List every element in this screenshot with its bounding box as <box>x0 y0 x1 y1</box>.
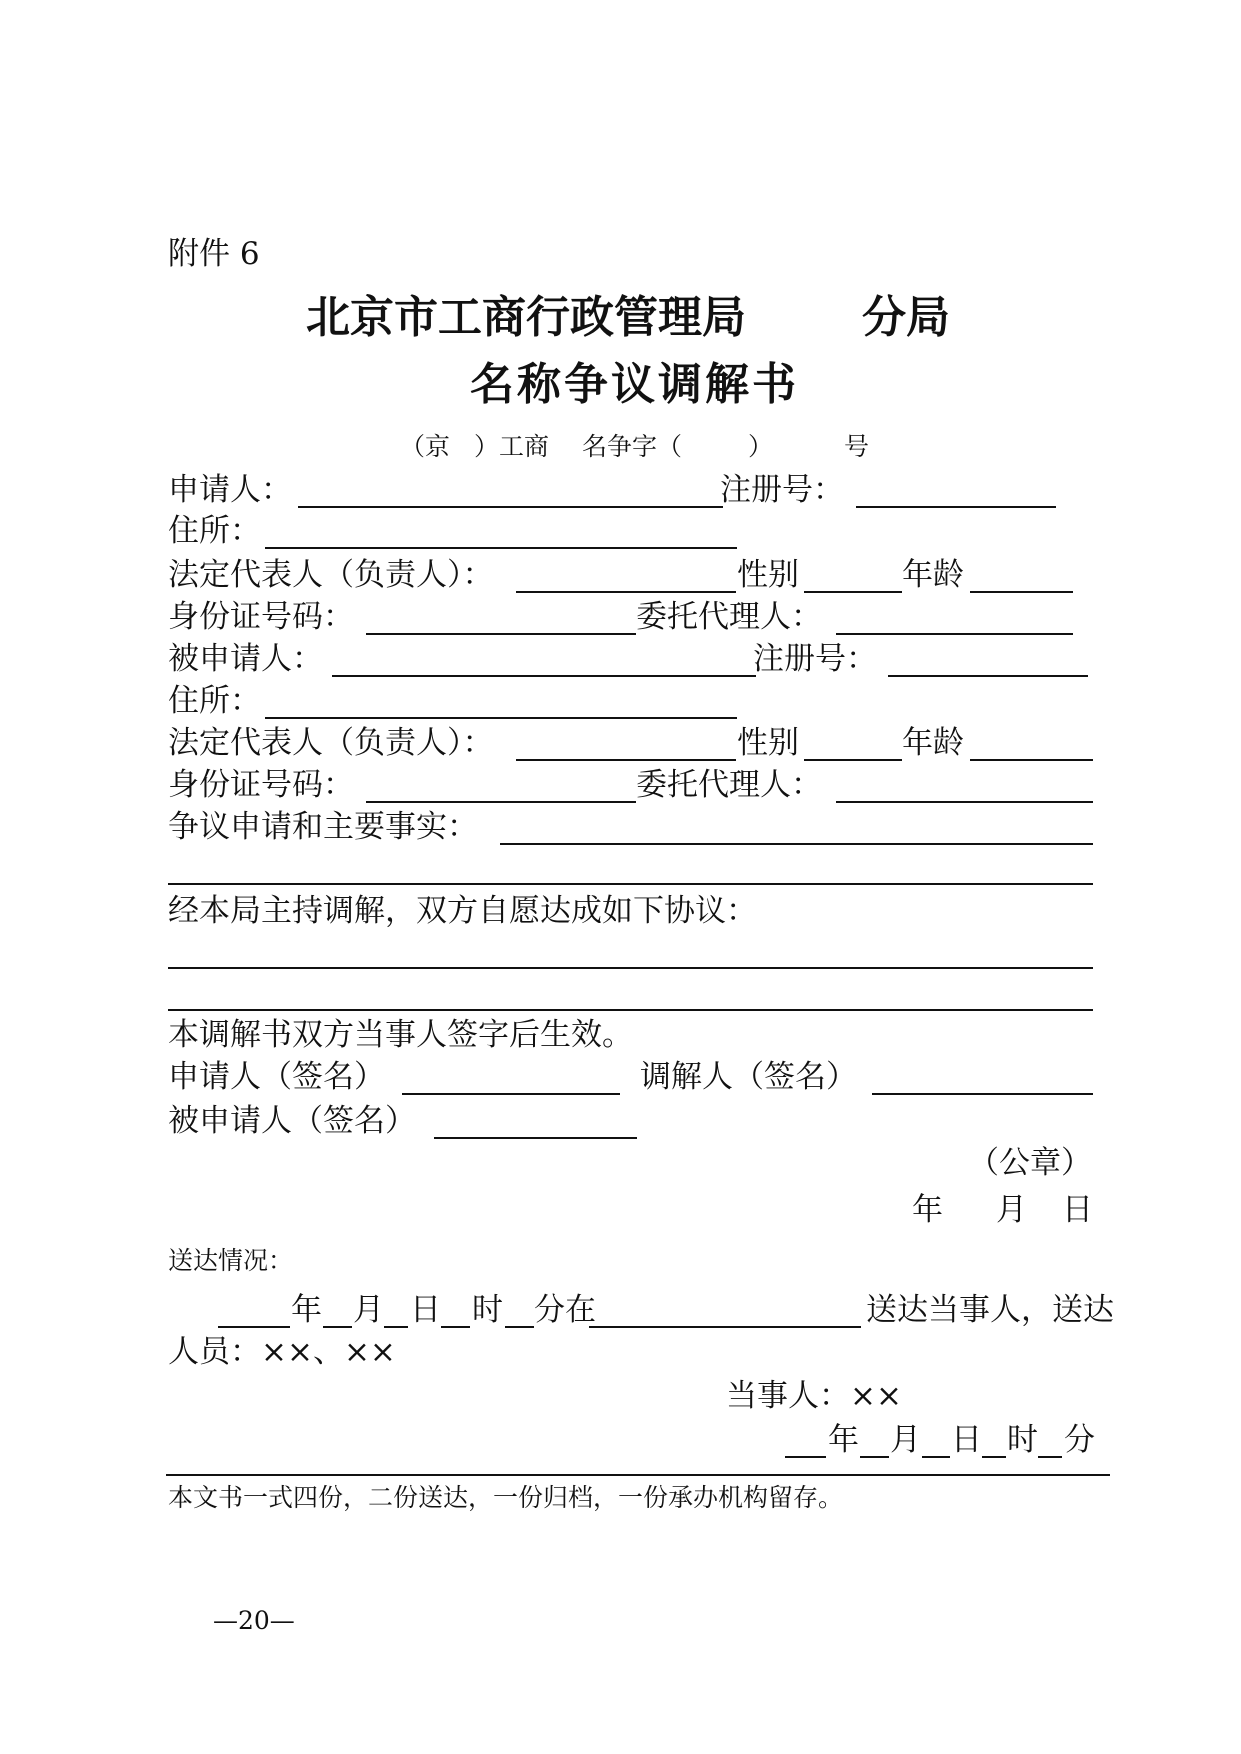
respondent-agent-label: 委托代理人： <box>636 767 822 803</box>
attachment-label: 附件 6 <box>168 236 260 272</box>
signature-respondent-line <box>434 1137 637 1139</box>
delivery-day-line <box>384 1326 408 1328</box>
respondent-age-line <box>970 759 1093 761</box>
page-number: —20— <box>213 1606 295 1635</box>
respondent-address-label: 住所： <box>168 683 261 719</box>
applicant-reg-line <box>856 506 1056 508</box>
applicant-id-label: 身份证号码： <box>168 599 354 635</box>
applicant-name-line <box>298 506 723 508</box>
applicant-address-label: 住所： <box>168 513 261 549</box>
doc-number-middle: 名争字（ <box>582 432 683 461</box>
delivery-hour-line <box>441 1326 470 1328</box>
doc-number-close2: ） <box>748 432 774 461</box>
applicant-reg-label: 注册号： <box>720 472 844 508</box>
date-month: 月 <box>996 1192 1027 1228</box>
agreement-line-2 <box>168 1009 1093 1011</box>
respondent-gender-line <box>804 759 902 761</box>
applicant-address-line <box>265 547 737 549</box>
delivery-label: 送达情况： <box>168 1246 294 1275</box>
signature-applicant-line <box>402 1093 620 1095</box>
applicant-gender-line <box>804 591 902 593</box>
applicant-agent-label: 委托代理人： <box>636 599 822 635</box>
delivery-staff: 人员：××、×× <box>168 1334 396 1370</box>
respondent-name-label: 被申请人： <box>168 641 323 677</box>
agreement-label: 经本局主持调解，双方自愿达成如下协议： <box>168 893 757 929</box>
respondent-reg-line <box>888 675 1088 677</box>
respondent-address-line <box>265 717 737 719</box>
respondent-age-label: 年龄 <box>902 725 964 761</box>
title-line2: 名称争议调解书 <box>470 359 799 410</box>
applicant-rep-line <box>516 591 736 593</box>
respondent-agent-line <box>836 801 1093 803</box>
signature-mediator-line <box>872 1093 1093 1095</box>
date-year: 年 <box>912 1192 943 1228</box>
effect-text: 本调解书双方当事人签字后生效。 <box>168 1017 633 1053</box>
applicant-name-label: 申请人： <box>168 472 292 508</box>
doc-number-open: （京 <box>400 432 451 461</box>
doc-number-suffix: 号 <box>844 432 870 461</box>
delivery-year-line <box>218 1326 290 1328</box>
delivery2-day-line <box>922 1456 950 1458</box>
delivery-day: 日 <box>410 1292 441 1328</box>
delivery-to-party: 送达当事人，送达 <box>866 1292 1114 1328</box>
delivery2-minute: 分 <box>1064 1422 1095 1458</box>
respondent-rep-label: 法定代表人（负责人）： <box>168 725 494 761</box>
respondent-id-label: 身份证号码： <box>168 767 354 803</box>
facts-label: 争议申请和主要事实： <box>168 809 478 845</box>
title-line1-left: 北京市工商行政管理局 <box>306 292 746 343</box>
delivery2-year-line <box>785 1456 826 1458</box>
delivery-place-line <box>589 1326 861 1328</box>
applicant-age-line <box>970 591 1073 593</box>
signature-applicant-label: 申请人（签名） <box>168 1059 385 1095</box>
doc-number-close: ）工商 <box>474 432 550 461</box>
respondent-id-line <box>366 801 636 803</box>
applicant-rep-label: 法定代表人（负责人）： <box>168 557 494 593</box>
delivery-month-line <box>323 1326 352 1328</box>
respondent-gender-label: 性别 <box>737 725 799 761</box>
delivery-minute-line <box>505 1326 534 1328</box>
delivery-year: 年 <box>291 1292 322 1328</box>
delivery2-month: 月 <box>890 1422 921 1458</box>
delivery2-hour-line <box>982 1456 1006 1458</box>
delivery2-hour: 时 <box>1007 1422 1038 1458</box>
respondent-name-line <box>332 675 756 677</box>
delivery-hour: 时 <box>472 1292 503 1328</box>
delivery2-year: 年 <box>828 1422 859 1458</box>
respondent-rep-line <box>516 759 736 761</box>
delivery2-minute-line <box>1038 1456 1062 1458</box>
signature-mediator-label: 调解人（签名） <box>640 1059 857 1095</box>
footer-note: 本文书一式四份，二份送达，一份归档，一份承办机构留存。 <box>168 1483 844 1512</box>
signature-respondent-label: 被申请人（签名） <box>168 1103 416 1139</box>
delivery2-month-line <box>860 1456 889 1458</box>
delivery-minute: 分在 <box>534 1292 596 1328</box>
agreement-line-1 <box>168 967 1093 969</box>
applicant-agent-line <box>836 633 1073 635</box>
date-day: 日 <box>1062 1192 1093 1228</box>
title-line1-right: 分局 <box>862 292 950 343</box>
delivery2-day: 日 <box>951 1422 982 1458</box>
applicant-age-label: 年龄 <box>902 557 964 593</box>
applicant-id-line <box>366 633 636 635</box>
facts-line-2 <box>168 883 1093 885</box>
applicant-gender-label: 性别 <box>737 557 799 593</box>
respondent-reg-label: 注册号： <box>753 641 877 677</box>
facts-line-1 <box>500 843 1093 845</box>
delivery-month: 月 <box>353 1292 384 1328</box>
delivery-party: 当事人：×× <box>726 1378 902 1414</box>
footer-rule <box>166 1474 1110 1476</box>
seal-label: （公章） <box>968 1145 1092 1181</box>
